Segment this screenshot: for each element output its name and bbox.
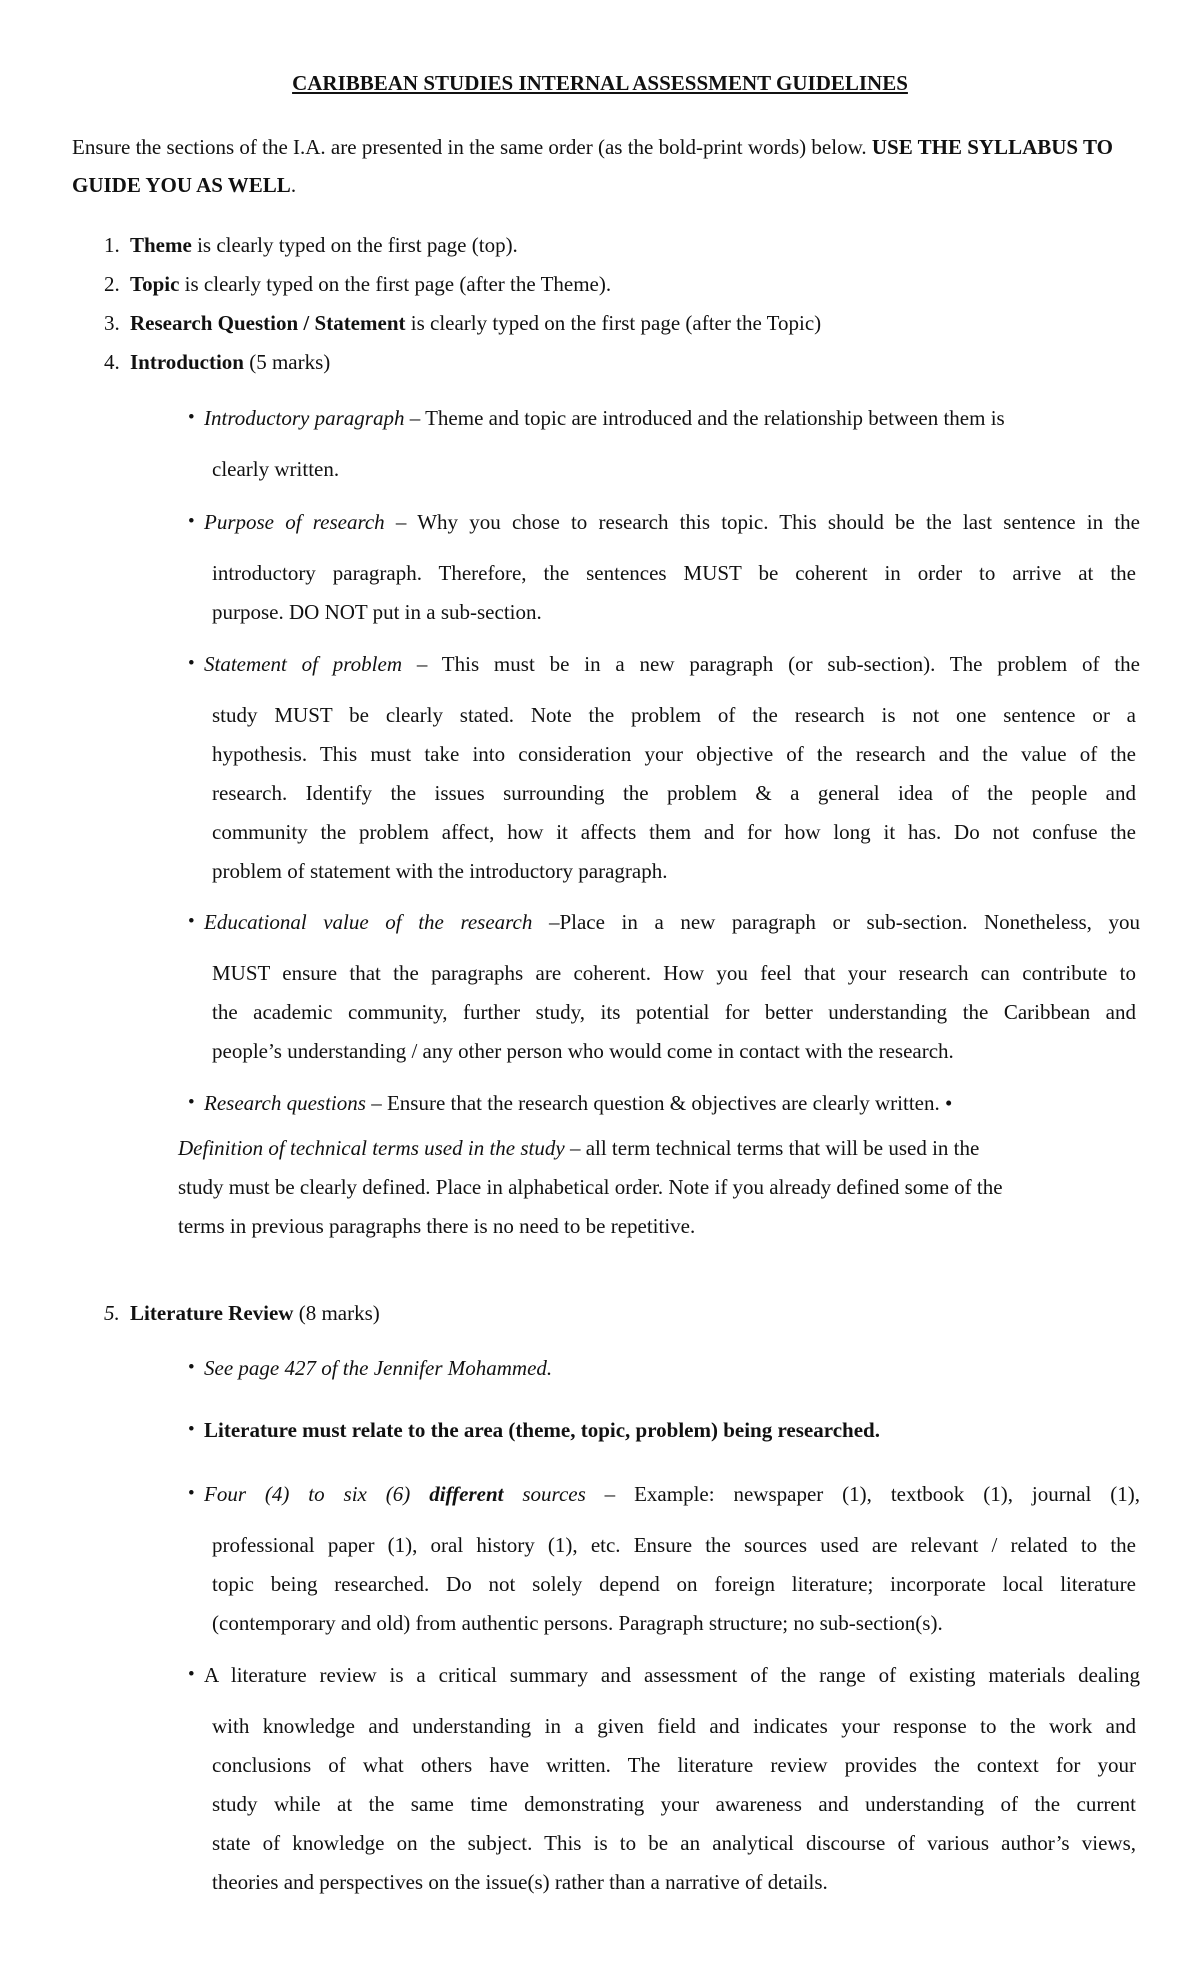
bullet-text: – Theme and topic are introduced and the relationship between them is bbox=[404, 406, 1005, 430]
bullet-dot: • bbox=[188, 653, 195, 674]
list-number: 2. bbox=[104, 272, 120, 296]
text-line: (contemporary and old) from authentic persons. Paragraph structure; no sub-section(s). bbox=[212, 1611, 943, 1635]
bullet-dot: • bbox=[188, 1419, 195, 1440]
text-line: problem of statement with the introductory paragraph. bbox=[212, 859, 668, 883]
text-line: research. Identify the issues surrounding the problem & a general idea of the people and bbox=[212, 781, 1136, 805]
bullet-text: – This must be in a new paragraph (or sub-section). The problem of the bbox=[402, 652, 1140, 676]
list-bold-label: Theme bbox=[130, 233, 192, 257]
list-bold-label: Topic bbox=[130, 272, 180, 296]
list-bold-label: Introduction bbox=[130, 350, 244, 374]
bullet-term: Introductory paragraph bbox=[204, 406, 405, 430]
text-line: study must be clearly defined. Place in alphabetical order. Note if you already defined some of the bbox=[178, 1175, 1003, 1199]
text-line: state of knowledge on the subject. This is to be an analytical discourse of various author’s views, bbox=[212, 1831, 1136, 1855]
bullet-text: See page 427 of the Jennifer Mohammed. bbox=[204, 1356, 553, 1380]
bullet-term: Purpose of research bbox=[204, 510, 385, 534]
bullet-continuation bbox=[212, 1526, 1136, 1643]
definition-text: – all term technical terms that will be used in the bbox=[564, 1136, 980, 1160]
text-line: topic being researched. Do not solely depend on foreign literature; incorporate local literature bbox=[212, 1572, 1136, 1596]
bullet-continuation bbox=[212, 954, 1136, 1071]
list-item-literature-review bbox=[104, 1299, 380, 1327]
text-line: purpose. DO NOT put in a sub-section. bbox=[212, 600, 542, 624]
list-item-theme bbox=[104, 231, 518, 259]
bullet-continuation bbox=[212, 1707, 1136, 1902]
text-line: study MUST be clearly stated. Note the problem of the research is not one sentence or a bbox=[212, 703, 1136, 727]
list-item-introduction bbox=[104, 348, 330, 376]
text-line: hypothesis. This must take into consideration your objective of the research and the value of the bbox=[212, 742, 1136, 766]
bullet-text: – Ensure that the research question & objectives are clearly written. • bbox=[365, 1091, 953, 1115]
list-text: is clearly typed on the first page (after the Theme). bbox=[179, 272, 612, 296]
list-item-research-question bbox=[104, 309, 821, 337]
list-text: (8 marks) bbox=[293, 1301, 380, 1325]
text-line: conclusions of what others have written. The literature review provides the context for your bbox=[212, 1753, 1136, 1777]
list-number: 1. bbox=[104, 233, 120, 257]
text-line: study while at the same time demonstrating your awareness and understanding of the current bbox=[212, 1792, 1136, 1816]
list-number: 3. bbox=[104, 311, 120, 335]
bullet-dot: • bbox=[188, 911, 195, 932]
bullet-text: Literature must relate to the area (theme, topic, problem) being researched. bbox=[204, 1418, 880, 1442]
bullet-term: sources bbox=[503, 1482, 586, 1506]
text-line: people’s understanding / any other person who would come in contact with the research. bbox=[212, 1039, 954, 1063]
bullet-first-line bbox=[204, 404, 1140, 432]
bullet-dot: • bbox=[188, 1483, 195, 1504]
bullet-dot: • bbox=[188, 1664, 195, 1685]
definition-paragraph bbox=[178, 1129, 1138, 1246]
list-item-topic bbox=[104, 270, 611, 298]
bullet-dot: • bbox=[188, 511, 195, 532]
text-line: MUST ensure that the paragraphs are coherent. How you feel that your research can contribute to bbox=[212, 961, 1136, 985]
bullet-term: Four (4) to six (6) bbox=[204, 1482, 430, 1506]
definition-first-line bbox=[178, 1129, 1138, 1168]
bullet-first-line: A literature review is a critical summary and assessment of the range of existing materials dealing bbox=[204, 1663, 1140, 1687]
list-number: 5. bbox=[104, 1301, 120, 1325]
bullet-first-line bbox=[204, 508, 1140, 536]
definition-term: Definition of technical terms used in the study bbox=[178, 1136, 565, 1160]
text-line: community the problem affect, how it affects them and for how long it has. Do not confuse the bbox=[212, 820, 1136, 844]
bullet-text: –Place in a new paragraph or sub-section. Nonetheless, you bbox=[532, 910, 1140, 934]
bullet-first-line bbox=[204, 908, 1140, 936]
bullet-continuation bbox=[212, 696, 1136, 891]
page-title: CARIBBEAN STUDIES INTERNAL ASSESSMENT GUIDELINES bbox=[292, 71, 908, 95]
intro-paragraph bbox=[72, 128, 1132, 204]
list-text: is clearly typed on the first page (after the Topic) bbox=[405, 311, 822, 335]
bullet-term: Research questions bbox=[204, 1091, 366, 1115]
bullet-continuation bbox=[212, 554, 1136, 632]
text-line: introductory paragraph. Therefore, the sentences MUST be coherent in order to arrive at the bbox=[212, 561, 1136, 585]
list-bold-label: Research Question / Statement bbox=[130, 311, 406, 335]
text-line: clearly written. bbox=[212, 457, 340, 481]
bullet-continuation bbox=[212, 450, 1136, 489]
text-line: terms in previous paragraphs there is no need to be repetitive. bbox=[178, 1214, 696, 1238]
bullet-dot: • bbox=[188, 1092, 195, 1113]
intro-bold-instruction: USE THE SYLLABUS TO GUIDE YOU AS WELL bbox=[72, 135, 1113, 197]
bullet-first-line bbox=[204, 1089, 1140, 1117]
text-line: with knowledge and understanding in a given field and indicates your response to the work and bbox=[212, 1714, 1136, 1738]
list-text: is clearly typed on the first page (top). bbox=[191, 233, 518, 257]
list-text: (5 marks) bbox=[243, 350, 331, 374]
text-line: the academic community, further study, its potential for better understanding the Caribbean and bbox=[212, 1000, 1136, 1024]
text-line: professional paper (1), oral history (1), etc. Ensure the sources used are relevant / related to the bbox=[212, 1533, 1136, 1557]
text-line: theories and perspectives on the issue(s) rather than a narrative of details. bbox=[212, 1870, 828, 1894]
bullet-first-line bbox=[204, 650, 1140, 678]
bullet-term: Statement of problem bbox=[204, 652, 403, 676]
bullet-dot: • bbox=[188, 407, 195, 428]
list-bold-label: Literature Review bbox=[130, 1301, 294, 1325]
bullet-term-emphasis: different bbox=[429, 1482, 504, 1506]
intro-end: . bbox=[290, 173, 297, 197]
bullet-first-line bbox=[204, 1480, 1140, 1508]
bullet-dot: • bbox=[188, 1357, 195, 1378]
intro-text: Ensure the sections of the I.A. are presented in the same order (as the bold-print words) below. bbox=[72, 135, 872, 159]
bullet-text: – Why you chose to research this topic. This should be the last sentence in the bbox=[384, 510, 1140, 534]
bullet-text: – Example: newspaper (1), textbook (1), journal (1), bbox=[585, 1482, 1140, 1506]
bullet-term: Educational value of the research bbox=[204, 910, 533, 934]
list-number: 4. bbox=[104, 350, 120, 374]
